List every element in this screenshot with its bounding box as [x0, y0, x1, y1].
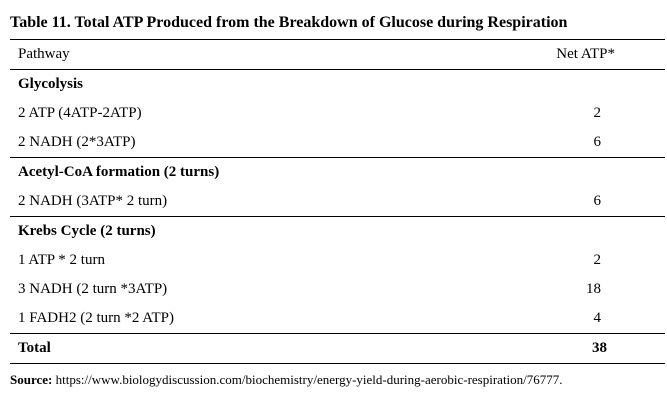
net-atp-cell: 18 — [586, 281, 601, 297]
section-title: Acetyl-CoA formation (2 turns) — [10, 158, 473, 188]
net-atp-cell: 2 — [593, 105, 601, 121]
pathway-cell: 1 FADH2 (2 turn *2 ATP) — [18, 310, 174, 326]
section-title: Glycolysis — [18, 76, 84, 92]
pathway-cell: 2 NADH (3ATP* 2 turn) — [18, 193, 168, 209]
net-atp-cell: 2 — [593, 252, 601, 268]
pathway-cell: 3 NADH (2 turn *3ATP) — [18, 281, 168, 297]
source-label: Source: — [10, 372, 53, 387]
section-glycolysis — [10, 70, 665, 100]
total-label: Total — [10, 334, 473, 364]
section-title: Krebs Cycle (2 turns) — [10, 217, 473, 247]
table-caption: Table 11. Total ATP Produced from the Breakdown of Glucose during Respiration — [10, 14, 568, 31]
table-row — [10, 246, 665, 275]
total-value: 38 — [473, 334, 665, 364]
source-url: https://www.biologydiscussion.com/biochemistry/energy-yield-during-aerobic-respiration/76777. — [52, 372, 563, 387]
pathway-cell: 2 ATP (4ATP-2ATP) — [18, 105, 142, 121]
table-container — [10, 39, 665, 364]
table-header-row — [10, 40, 665, 70]
source-note — [10, 372, 563, 388]
header-net-atp: Net ATP* — [473, 40, 665, 70]
net-atp-cell: 4 — [593, 310, 601, 326]
pathway-cell: 2 NADH (2*3ATP) — [18, 134, 136, 150]
table-row — [10, 304, 665, 334]
atp-table — [10, 39, 665, 364]
table-row — [10, 187, 665, 217]
table-row — [10, 275, 665, 304]
section-krebs-cycle — [10, 217, 665, 247]
header-pathway: Pathway — [10, 40, 473, 70]
total-row — [10, 334, 665, 364]
net-atp-cell: 6 — [593, 193, 601, 209]
table-row — [10, 128, 665, 158]
net-atp-cell: 6 — [593, 134, 601, 150]
pathway-cell: 1 ATP * 2 turn — [18, 252, 105, 268]
section-acetyl-coa — [10, 158, 665, 188]
table-row — [10, 99, 665, 128]
